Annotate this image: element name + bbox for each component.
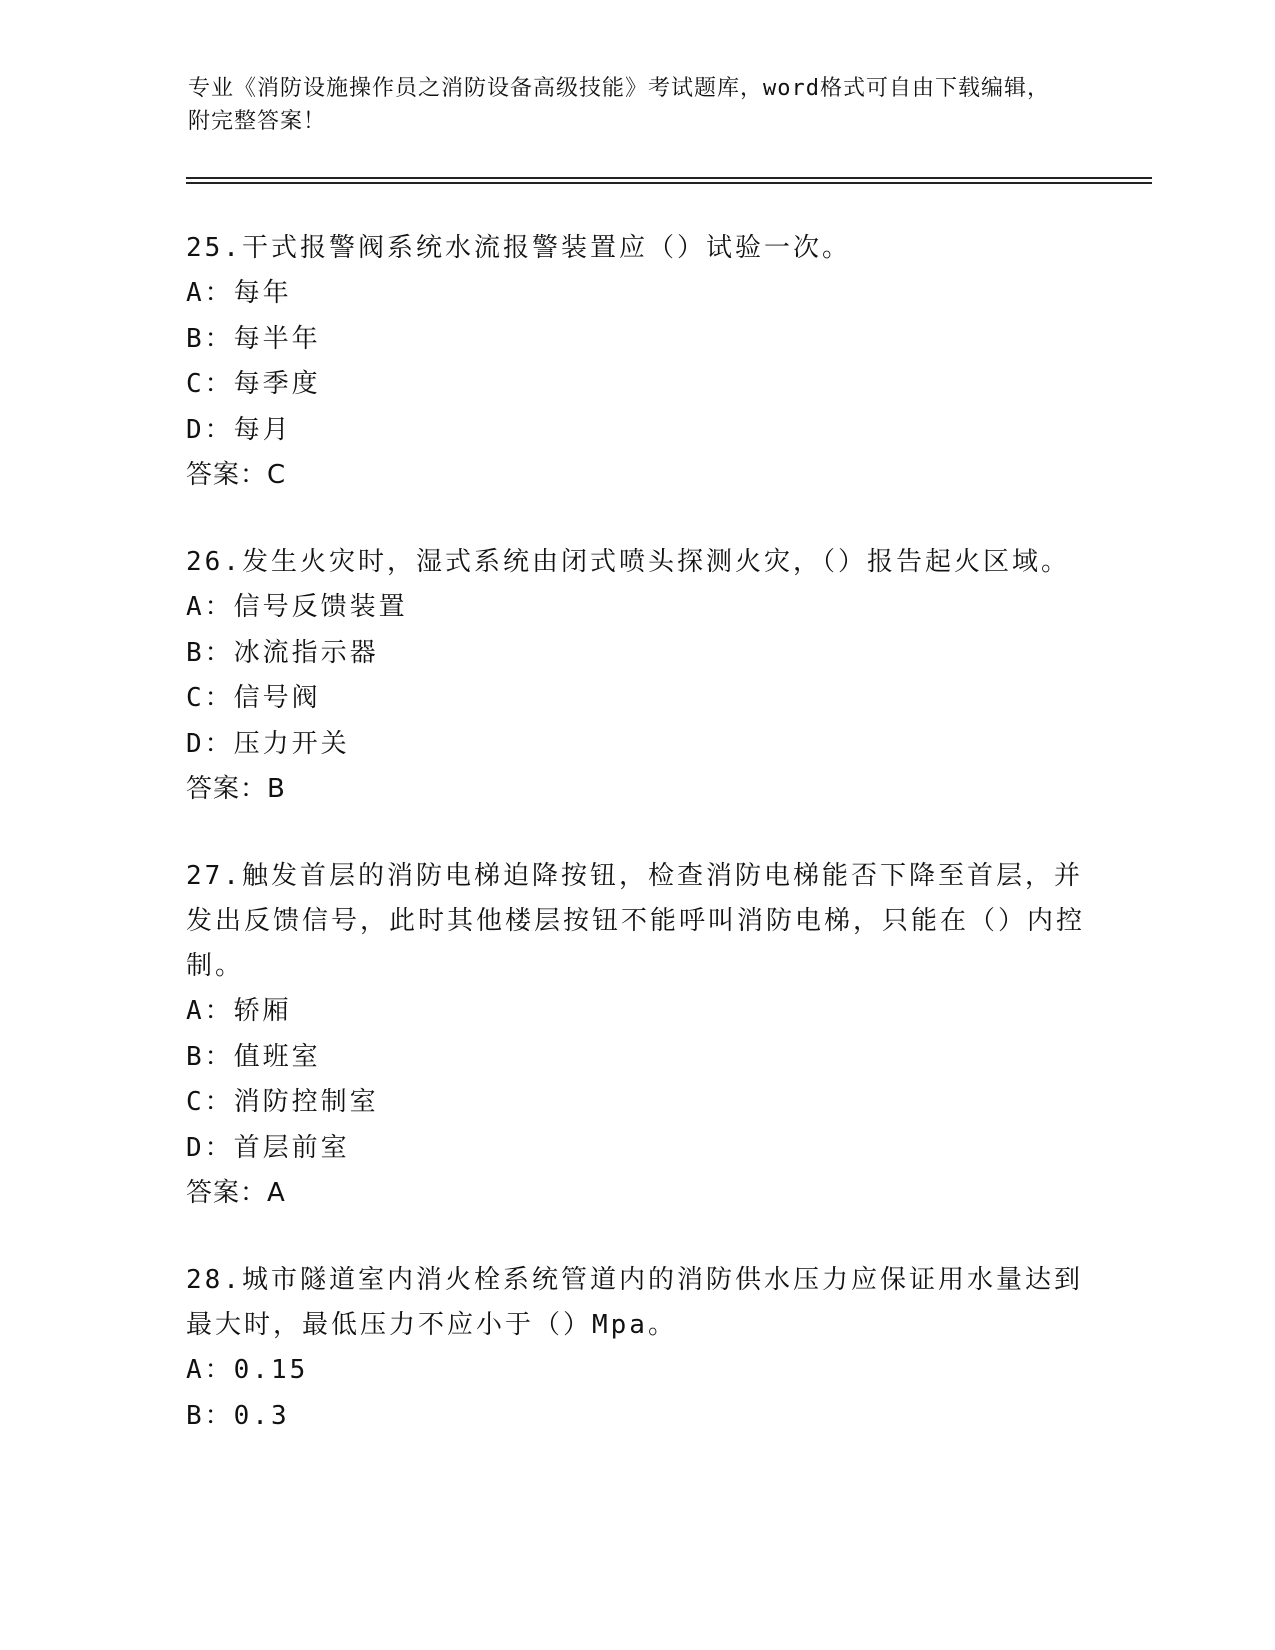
option-b: B：每半年 xyxy=(186,323,321,354)
question-28 xyxy=(186,1258,1086,1439)
option-a: A：轿厢 xyxy=(186,996,292,1026)
header-divider-bottom xyxy=(186,182,1152,184)
option-b: B：0.3 xyxy=(186,1400,290,1431)
option-a: A：0.15 xyxy=(186,1355,309,1385)
option-c: C：消防控制室 xyxy=(186,1087,379,1117)
question-stem: 25.干式报警阀系统水流报警装置应（）试验一次。 xyxy=(186,233,851,263)
question-list xyxy=(186,226,1086,1481)
option-d: D：每月 xyxy=(186,414,292,445)
option-c: C：信号阀 xyxy=(186,683,321,713)
option-b: B：值班室 xyxy=(186,1041,321,1072)
header-divider-top xyxy=(186,177,1152,179)
answer-line: 答案：A xyxy=(186,1178,286,1208)
answer-line: 答案：C xyxy=(186,460,287,490)
question-stem: 26.发生火灾时，湿式系统由闭式喷头探测火灾，（）报告起火区域。 xyxy=(186,547,1070,577)
question-27 xyxy=(186,854,1086,1216)
question-stem: 27.触发首层的消防电梯迫降按钮，检查消防电梯能否下降至首层，并发出反馈信号，此时其他楼层按钮不能呼叫消防电梯，只能在（）内控制。 xyxy=(186,861,1086,981)
option-b: B：冰流指示器 xyxy=(186,637,379,668)
option-c: C：每季度 xyxy=(186,369,321,399)
option-d: D：首层前室 xyxy=(186,1132,350,1163)
question-26 xyxy=(186,540,1086,812)
answer-line: 答案：B xyxy=(186,774,286,804)
option-a: A：每年 xyxy=(186,278,292,308)
question-stem: 28.城市隧道室内消火栓系统管道内的消防供水压力应保证用水量达到最大时，最低压力不应小于（）Mpa。 xyxy=(186,1265,1083,1340)
document-header: 专业《消防设施操作员之消防设备高级技能》考试题库，word格式可自由下载编辑，附完整答案！ xyxy=(188,76,1050,134)
option-a: A：信号反馈装置 xyxy=(186,592,408,622)
option-d: D：压力开关 xyxy=(186,728,350,759)
question-25 xyxy=(186,226,1086,498)
